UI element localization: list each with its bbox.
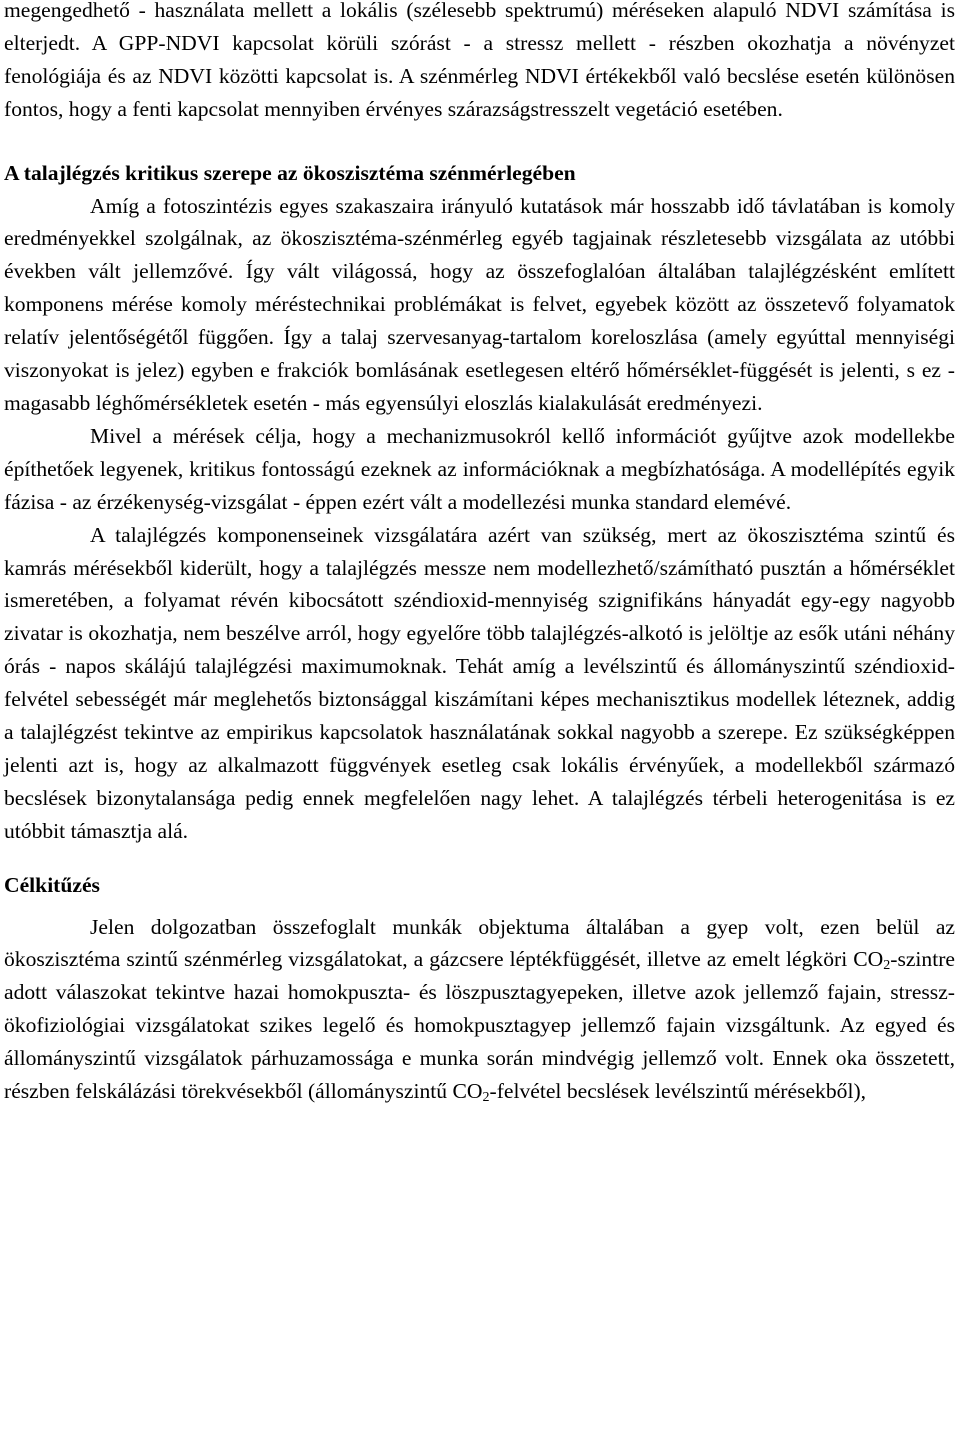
document-page [4, 0, 955, 1108]
co2-subscript-2: 2 [482, 1090, 490, 1106]
objectives-text-part-3: -felvétel becslések levélszintű mérésekből), [489, 1079, 867, 1104]
paragraph-soil-respiration-components: A talajlégzés komponenseinek vizsgálatára azért van szükség, mert az ökoszisztéma szintű és kamrás mérésekből kiderült, hogy a talajlégzés messze nem modellezhető/számítható pusztán a hőmérséklet ismeretében, a folyamat révén kibocsátott széndioxid-mennyiség szignifikáns hányadát egy-egy nagyobb zivatar is okozhatja, nem beszélve arról, hogy egyelőre több talajlégzés-alkotó is jelöltje az esők utáni néhány órás - napos skálájú talajlégzési maximumoknak. Tehát amíg a levélszintű és állományszintű széndioxid-felvétel sebességét már meglehetős biztonsággal kiszámítani képes mechanisztikus modellek léteznek, addig a talajlégzést tekintve az empirikus kapcsolatok használatának sokkal nagyobb a szerepe. Ez szükségképpen jelenti azt is, hogy az alkalmazott függvények esetleg csak lokális érvényűek, a modellekből származó becslések bizonytalansága pedig ennek megfelelően nagy lehet. A talajlégzés térbeli heterogenitása is ez utóbbit támasztja alá. [4, 522, 955, 843]
objectives-text-part-1: Jelen dolgozatban összefoglalt munkák objektuma általában a gyep volt, ezen belül az ökoszisztéma szintű szénmérleg vizsgálatokat, a gázcsere léptékfüggését, illetve az emelt légköri CO [4, 914, 955, 972]
objectives-text-part-2: -szintre adott válaszokat tekintve hazai homokpuszta- és löszpusztagyepeken, illetve azok jellemző fajain, stressz-ökofiziológiai vizsgálatokat szikes legelő és homokpusztagyep jellemző fajain vizsgáltunk. Az egyed és állományszintű vizsgálatok párhuzamossága e munka során mindvégig jellemző volt. Ennek oka összetett, részben felskálázási törekvésekből (állományszintű CO [4, 947, 955, 1104]
paragraph-photosynthesis-research: Amíg a fotoszintézis egyes szakaszaira irányuló kutatások már hosszabb idő távlatában is komoly eredményekkel szolgálnak, az ökoszisztéma-szénmérleg egyéb tagjainak részletesebb vizsgálata az utóbbi években vált jellemzővé. Így vált világossá, hogy az összefoglalóan általában talajlégzésként említett komponens mérése komoly méréstechnikai problémákat is felvet, egyebek között az összetevő folyamatok relatív jelentőségétől függően. Így a talaj szervesanyag-tartalom koreloszlása (amely egyúttal mennyiségi viszonyokat is jelez) egyben e frakciók bomlásának esetlegesen eltérő hőmérséklet-függését is jelenti, s ez - magasabb léghőmérsékletek esetén - más egyensúlyi eloszlás kialakulását eredményezi. [4, 193, 955, 415]
section-heading-soil-respiration: A talajlégzés kritikus szerepe az ökoszisztéma szénmérlegében [4, 160, 576, 185]
section-heading-objectives: Célkitűzés [4, 872, 100, 897]
paragraph-measurement-goals: Mivel a mérések célja, hogy a mechanizmusokról kellő információt gyűjtve azok modellekbe építhetőek legyenek, kritikus fontosságú ezeknek az információknak a megbízhatósága. A modellépítés egyik fázisa - az érzékenység-vizsgálat - éppen ezért vált a modellezési munka standard elemévé. [4, 423, 955, 514]
paragraph-objectives [4, 911, 955, 1108]
intro-paragraph: megengedhető - használata mellett a lokális (szélesebb spektrumú) méréseken alapuló NDVI számítása is elterjedt. A GPP-NDVI kapcsolat körüli szórást - a stressz mellett - részben okozhatja a növényzet fenológiája és az NDVI közötti kapcsolat is. A szénmérleg NDVI értékekből való becslése esetén különösen fontos, hogy a fenti kapcsolat mennyiben érvényes szárazságstresszelt vegetáció esetében. [4, 0, 955, 121]
co2-subscript-1: 2 [883, 958, 891, 974]
